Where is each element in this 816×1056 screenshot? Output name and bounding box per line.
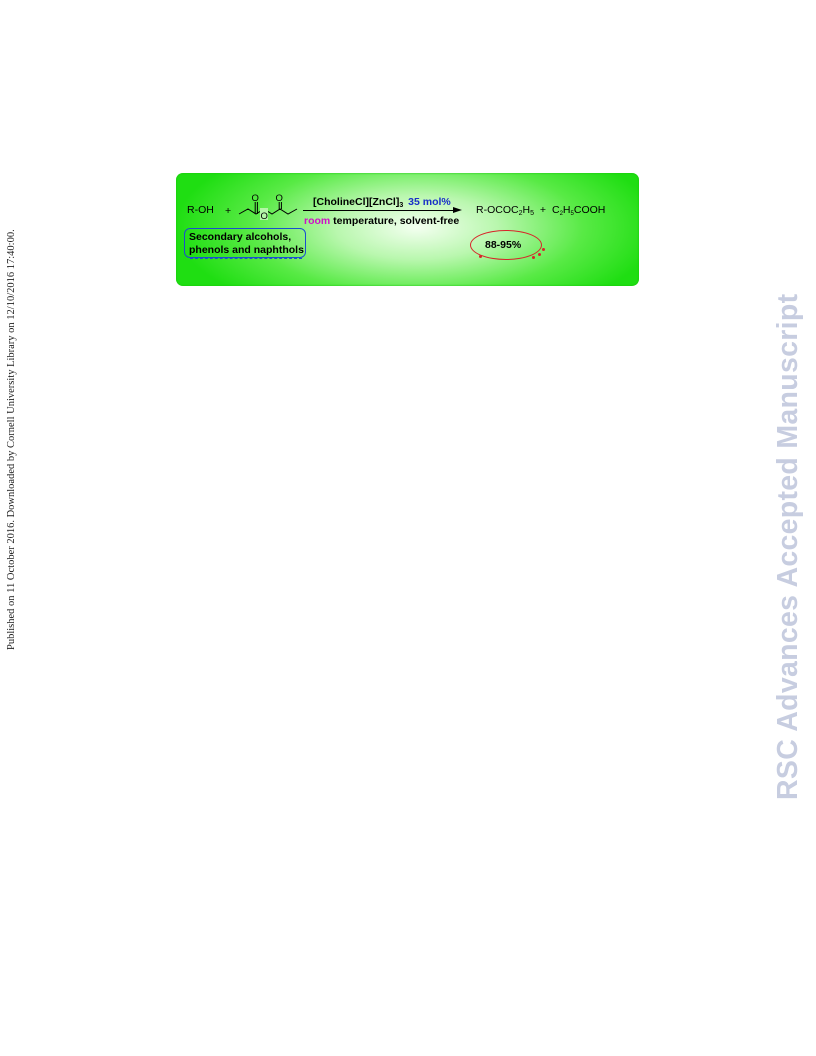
catalyst-loading: 35 mol% [408,196,451,208]
byproduct-sub1: 2 [559,211,563,217]
substrate-dashed-underline [190,258,302,259]
byproduct-rest: COOH [573,204,606,216]
byproduct-sub2: 5 [570,211,574,217]
product-plus-sign: + [539,204,547,216]
products [476,204,605,217]
ellipse-mark-4 [542,248,545,251]
yield-value: 88-95% [485,239,522,251]
condition-room: room [304,215,331,227]
catalyst-name: [CholineCl][ZnCl] [313,196,400,208]
carbonyl-oxygen-right: O [275,193,283,204]
condition-rest: temperature, solvent-free [333,215,460,227]
byproduct-c: C [551,204,560,216]
product-sub2: 5 [530,210,534,217]
reaction-arrow-head [453,207,462,213]
reactant-alcohol: R-OH [187,204,214,216]
conditions-label [304,215,459,227]
catalyst-label [313,196,451,209]
byproduct-h: H [562,204,571,216]
substrate-line-1: Secondary alcohols, [189,231,292,243]
catalyst-subscript: 3 [399,202,404,209]
ellipse-mark-1 [479,255,482,258]
carbonyl-oxygen-left: O [251,193,259,204]
publication-note-text: Published on 11 October 2016. Downloaded by Cornell University Library on 12/10/2016 17:40:00. [6,229,17,650]
propionic-anhydride-structure [236,192,302,224]
ellipse-mark-2 [532,256,535,259]
substrate-scope-box [184,228,306,258]
watermark-text: RSC Advances Accepted Manuscript [772,293,804,800]
reaction-arrow [303,210,455,211]
product-prefix: R-OCOC [476,204,519,216]
ellipse-mark-3 [538,253,541,256]
bridging-oxygen: O [260,211,268,222]
product-h: H [522,204,531,216]
substrate-line-2: phenols and naphthols [189,243,304,256]
plus-sign: + [225,205,232,217]
product-sub1: 2 [518,210,523,217]
